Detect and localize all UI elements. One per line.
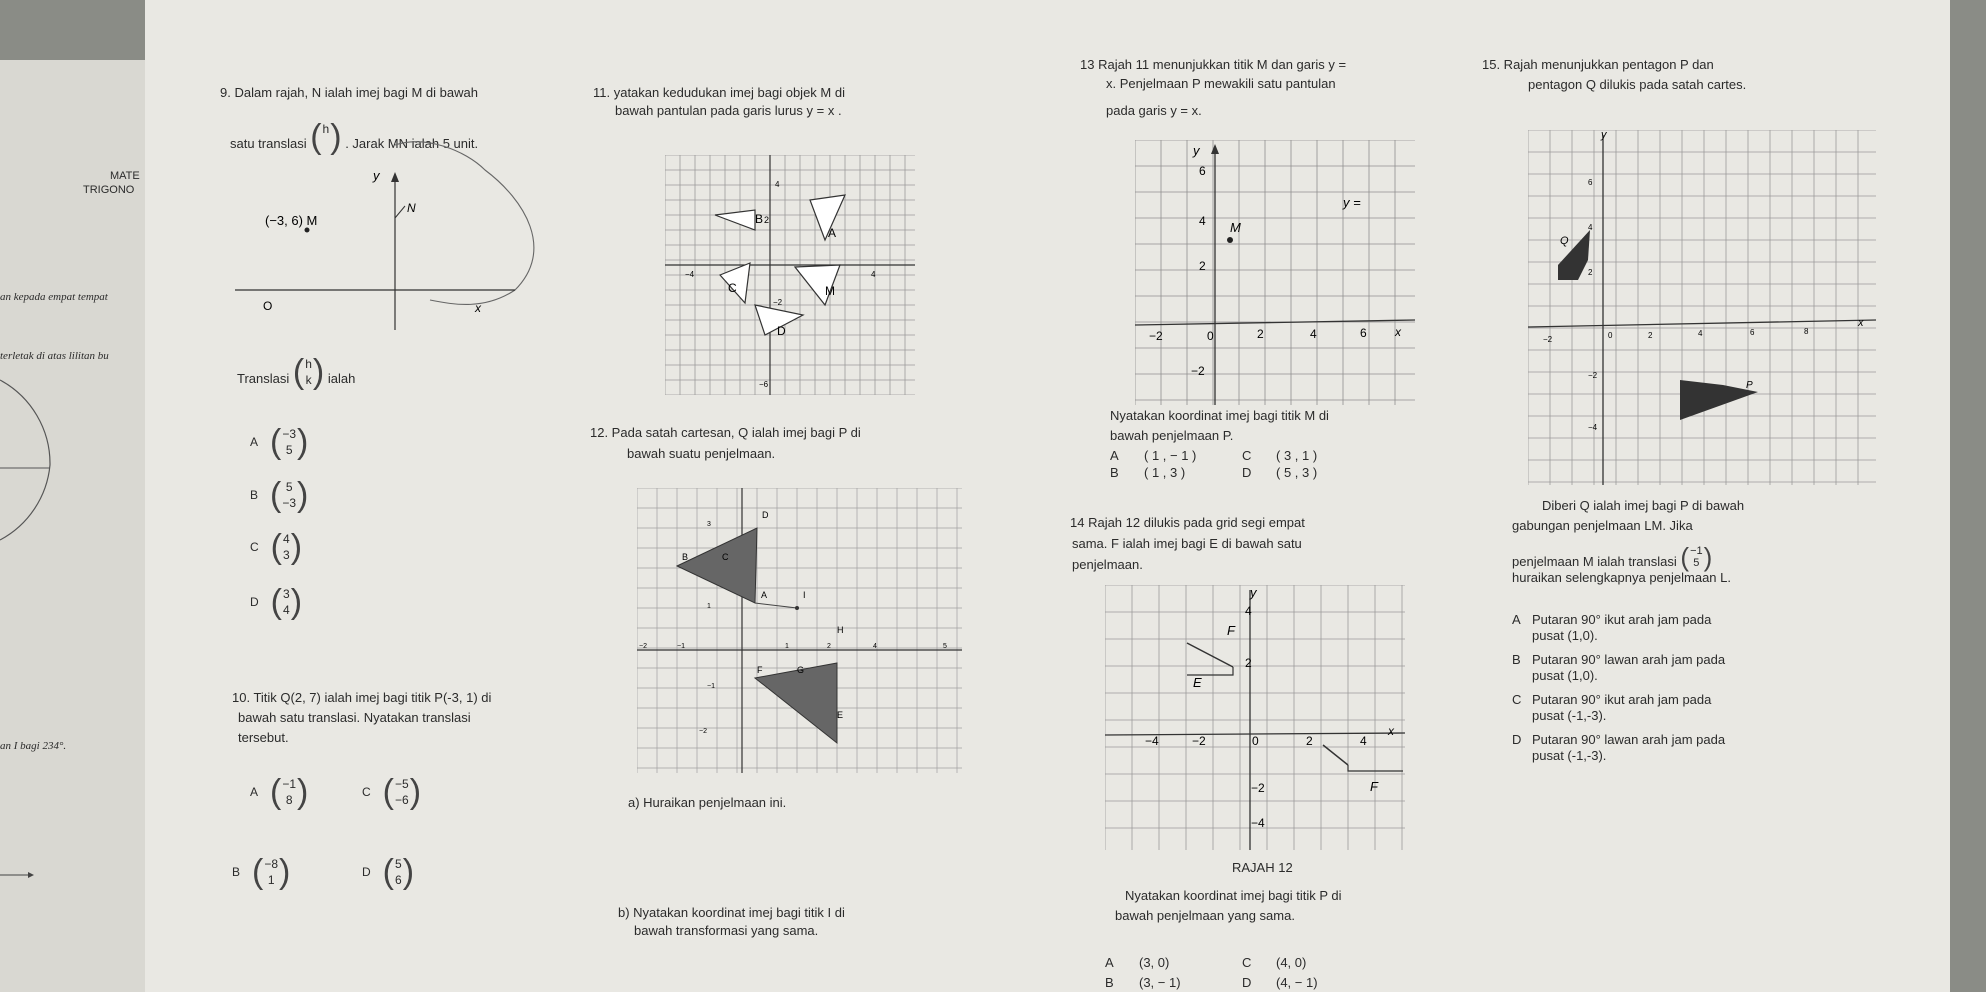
q13-graph xyxy=(1135,140,1415,405)
q9-option-top: −3 xyxy=(282,427,297,441)
q10-option-vector: ( 5 6 ) xyxy=(382,853,415,891)
q9-option-a[interactable] xyxy=(250,425,308,459)
margin-circle-drawing xyxy=(0,360,150,560)
margin-arrow xyxy=(0,840,40,880)
q12-part-a: a) Huraikan penjelmaan ini. xyxy=(628,795,787,810)
q9-option-vector: ( 3 4 ) xyxy=(270,583,303,621)
q11-tick-y4: 4 xyxy=(775,180,780,189)
q13-option-value: ( 5 , 3 ) xyxy=(1276,465,1318,480)
q14-graph xyxy=(1105,585,1405,850)
q9-option-top: 4 xyxy=(283,532,290,546)
q9-ialah: ialah xyxy=(327,371,356,386)
q14-option-letter: C xyxy=(1242,955,1252,970)
q9-option-letter: D xyxy=(250,595,259,609)
q15-option-letter: A xyxy=(1512,612,1521,627)
q15-tick-xneg2: −2 xyxy=(1543,335,1553,344)
q15-line1: 15. Rajah menunjukkan pentagon P dan xyxy=(1482,57,1714,72)
q14-label-e: E xyxy=(1193,675,1202,690)
q15-p2: gabungan penjelmaan LM. Jika xyxy=(1512,518,1693,533)
q14-tick-xneg2: −2 xyxy=(1192,734,1206,748)
q10-option-bottom: −6 xyxy=(395,793,409,807)
q15-option-line2: pusat (-1,-3). xyxy=(1532,708,1607,723)
q12-label-b: B xyxy=(682,552,689,562)
q9-graph xyxy=(225,140,560,340)
q10-option-letter: A xyxy=(250,785,259,799)
q13-tick-x6: 6 xyxy=(1360,326,1367,340)
q14-prompt1: Nyatakan koordinat imej bagi titik P di xyxy=(1125,888,1342,903)
q10-option-bottom: 1 xyxy=(267,873,275,887)
q9-line1: 9. Dalam rajah, N ialah imej bagi M di bawah xyxy=(220,85,478,100)
q15-option-letter: D xyxy=(1512,732,1522,747)
q15-line2: pentagon Q dilukis pada satah cartes. xyxy=(1528,77,1747,92)
q14-label-f-bottom: F xyxy=(1370,779,1378,794)
q9-translasi xyxy=(237,355,355,389)
q9-option-letter: A xyxy=(250,435,259,449)
margin-terletak: terletak di atas lilitan bu xyxy=(0,350,109,362)
q9-option-top: 3 xyxy=(283,587,290,601)
q13-tick-y4: 4 xyxy=(1199,214,1206,228)
q10-option-c[interactable] xyxy=(362,775,421,809)
q11-graph xyxy=(665,155,915,395)
q15-label-q: Q xyxy=(1560,235,1569,247)
q10-option-vector: ( −5 −6 ) xyxy=(382,773,422,811)
q11-tick-x4: 4 xyxy=(871,270,876,279)
q13-axis-x: x xyxy=(1395,325,1401,339)
q15-p3 xyxy=(1512,540,1712,574)
q13-option-c[interactable] xyxy=(1242,448,1317,464)
q15-graph xyxy=(1528,130,1876,485)
q12-line2: bawah suatu penjelmaan. xyxy=(627,446,776,461)
q13-option-value: ( 1 , 3 ) xyxy=(1144,465,1186,480)
q9-option-bottom: 3 xyxy=(283,548,290,562)
q9-option-c[interactable] xyxy=(250,530,302,564)
q14-option-letter: A xyxy=(1105,955,1114,970)
q10-option-b[interactable] xyxy=(232,855,290,889)
q14-tick-yneg2: −2 xyxy=(1251,781,1265,795)
q14-tick-x2: 2 xyxy=(1306,734,1313,748)
q11-label-d: D xyxy=(777,324,786,338)
margin-trigono: TRIGONO xyxy=(83,184,135,196)
q15-tick-yneg4: −4 xyxy=(1588,423,1598,432)
q15-option-a[interactable] xyxy=(1512,612,1711,644)
q15-tick-y2: 2 xyxy=(1588,268,1593,277)
q12-label-f: F xyxy=(757,665,763,675)
q15-tick-y6: 6 xyxy=(1588,178,1593,187)
q15-tick-yneg2: −2 xyxy=(1588,371,1598,380)
q13-tick-y6: 6 xyxy=(1199,164,1206,178)
q11-tick-xneg4: −4 xyxy=(685,270,695,279)
q12-label-d: D xyxy=(762,510,769,520)
q15-label-p: P xyxy=(1746,380,1753,391)
q11-label-c: C xyxy=(728,281,737,295)
q15-tick-x6: 6 xyxy=(1750,328,1755,337)
q14-line2: sama. F ialah imej bagi E di bawah satu xyxy=(1072,536,1302,551)
q9-hk-vector: ( h k ) xyxy=(292,353,325,391)
q9-origin: O xyxy=(263,299,273,313)
q13-prompt1: Nyatakan koordinat imej bagi titik M di xyxy=(1110,408,1329,423)
q15-option-letter: B xyxy=(1512,652,1521,667)
margin-kepada: an kepada empat tempat xyxy=(0,291,108,303)
q12-tick-yneg1: −1 xyxy=(707,683,715,690)
q14-option-value: (4, − 1) xyxy=(1276,975,1318,990)
q15-axis-y: y xyxy=(1601,130,1607,141)
q14-option-a[interactable] xyxy=(1105,955,1169,971)
q10-option-vector: ( −1 8 ) xyxy=(270,773,309,811)
q13-option-letter: B xyxy=(1110,465,1119,480)
q15-tick-x2: 2 xyxy=(1648,331,1653,340)
q9-option-bottom: −3 xyxy=(282,496,297,510)
q13-option-value: ( 3 , 1 ) xyxy=(1276,448,1318,463)
q9-option-vector: ( −3 5 ) xyxy=(270,423,309,461)
margin-bagi: an I bagi 234°. xyxy=(0,740,67,752)
q9-point-n: N xyxy=(407,201,416,215)
q14-tick-y4: 4 xyxy=(1245,604,1252,618)
q12-part-b1: b) Nyatakan koordinat imej bagi titik I di xyxy=(618,905,845,920)
q9-option-vector: ( 5 −3 ) xyxy=(270,476,309,514)
q13-line3: pada garis y = x. xyxy=(1106,103,1202,118)
q13-option-letter: A xyxy=(1110,448,1119,463)
q15-p1: Diberi Q ialah imej bagi P di bawah xyxy=(1542,498,1745,513)
q9-option-letter: B xyxy=(250,488,259,502)
q14-caption: RAJAH 12 xyxy=(1232,860,1293,875)
q14-tick-x4: 4 xyxy=(1360,734,1367,748)
q9-axis-y: y xyxy=(373,168,380,183)
q15-option-line2: pusat (1,0). xyxy=(1532,668,1598,683)
q13-tick-y2: 2 xyxy=(1199,259,1206,273)
q9-line2-pre: satu translasi xyxy=(230,136,307,151)
q11-label-m: M xyxy=(825,284,835,298)
q12-tick-y1: 1 xyxy=(707,603,711,610)
q10-line1: 10. Titik Q(2, 7) ialah imej bagi titik P(-3, 1) di xyxy=(232,690,492,705)
q9-line2-post: . Jarak MN ialah 5 unit. xyxy=(345,136,479,151)
q14-prompt2: bawah penjelmaan yang sama. xyxy=(1115,908,1295,923)
q13-option-value: ( 1 , − 1 ) xyxy=(1144,448,1197,463)
q10-option-letter: C xyxy=(362,785,371,799)
q14-option-letter: B xyxy=(1105,975,1114,990)
q13-line1: 13 Rajah 11 menunjukkan titik M dan garis y = xyxy=(1080,57,1347,72)
q12-tick-x2: 2 xyxy=(827,643,831,650)
q14-option-b[interactable] xyxy=(1105,975,1181,991)
q12-label-a: A xyxy=(761,590,768,600)
q15-option-letter: C xyxy=(1512,692,1522,707)
q12-label-e: E xyxy=(837,710,844,720)
q9-option-bottom: 4 xyxy=(283,603,290,617)
q9-option-vector: ( 4 3 ) xyxy=(270,528,303,566)
q14-tick-xneg4: −4 xyxy=(1145,734,1159,748)
q9-vec-h: h xyxy=(305,357,312,371)
q15-vector-top: −1 xyxy=(1690,545,1703,557)
q14-axis-y: y xyxy=(1250,585,1257,600)
q15-tick-x0: 0 xyxy=(1608,331,1613,340)
q12-label-c: C xyxy=(722,552,729,562)
q10-line3: tersebut. xyxy=(238,730,289,745)
q13-tick-x2: 2 xyxy=(1257,327,1264,341)
q15-p3-text: penjelmaan M ialah translasi xyxy=(1512,554,1677,569)
q14-option-d[interactable] xyxy=(1242,975,1318,991)
q10-line2: bawah satu translasi. Nyatakan translasi xyxy=(238,710,471,725)
q9-vector-top: h xyxy=(322,122,330,136)
q15-option-line2: pusat (1,0). xyxy=(1532,628,1598,643)
q14-tick-y2: 2 xyxy=(1245,656,1252,670)
q10-option-bottom: 6 xyxy=(395,873,402,887)
q12-line1: 12. Pada satah cartesan, Q ialah imej bagi P di xyxy=(590,425,861,440)
q15-tick-x4: 4 xyxy=(1698,329,1703,338)
q9-option-d[interactable] xyxy=(250,585,302,619)
q13-point-m: M xyxy=(1230,220,1241,235)
q13-tick-x4: 4 xyxy=(1310,327,1317,341)
q14-line3: penjelmaan. xyxy=(1072,557,1143,572)
q15-option-line2: pusat (-1,-3). xyxy=(1532,748,1607,763)
q13-tick-yneg2: −2 xyxy=(1191,364,1205,378)
q12-tick-y3: 3 xyxy=(707,521,711,528)
q14-label-f-top: F xyxy=(1227,623,1235,638)
q9-vec-k: k xyxy=(305,373,312,387)
q11-label-b: B xyxy=(755,212,764,226)
q13-option-a[interactable] xyxy=(1110,448,1196,464)
q9-option-letter: C xyxy=(250,540,259,554)
q15-option-d[interactable] xyxy=(1512,732,1725,764)
q15-option-b[interactable] xyxy=(1512,652,1725,684)
q13-option-b[interactable] xyxy=(1110,465,1185,481)
q9-point-m: (−3, 6) M xyxy=(265,213,318,228)
q14-option-value: (4, 0) xyxy=(1276,955,1307,970)
q15-axis-x: x xyxy=(1858,317,1864,329)
q9-option-bottom: 5 xyxy=(285,443,293,457)
q13-tick-xneg2: −2 xyxy=(1149,329,1163,343)
q15-option-c[interactable] xyxy=(1512,692,1711,724)
q13-line-label: y = xyxy=(1343,195,1361,210)
q9-option-b[interactable] xyxy=(250,478,308,512)
q9-axis-x: x xyxy=(475,301,481,315)
q14-option-value: (3, 0) xyxy=(1139,955,1170,970)
q14-line1: 14 Rajah 12 dilukis pada grid segi empat xyxy=(1070,515,1305,530)
q12-graph xyxy=(637,488,962,773)
q10-option-bottom: 8 xyxy=(285,793,293,807)
q12-label-h: H xyxy=(837,625,844,635)
q11-tick-yneg6: −6 xyxy=(759,380,769,389)
q10-option-top: −8 xyxy=(264,857,279,871)
q15-vector-bottom: 5 xyxy=(1693,557,1700,569)
q10-option-top: 5 xyxy=(395,857,402,871)
q11-line2: bawah pantulan pada garis lurus y = x . xyxy=(615,103,842,118)
q11-label-b2: 2 xyxy=(764,215,770,225)
q15-option-line1: Putaran 90° ikut arah jam pada xyxy=(1532,692,1712,707)
q9-translasi-word: Translasi xyxy=(237,371,290,386)
q12-tick-x4: 4 xyxy=(873,643,877,650)
q13-tick-x0: 0 xyxy=(1207,329,1214,343)
margin-mate: MATE xyxy=(110,170,140,182)
q12-label-g: G xyxy=(797,665,805,675)
q9-vector: ( h ) xyxy=(310,118,342,156)
q9-option-top: 5 xyxy=(285,480,293,494)
q14-option-letter: D xyxy=(1242,975,1252,990)
q10-option-a[interactable] xyxy=(250,775,308,809)
q11-label-a: A xyxy=(828,226,837,240)
q10-option-d[interactable] xyxy=(362,855,414,889)
q12-tick-xneg1: −1 xyxy=(677,643,685,650)
q12-part-b2: bawah transformasi yang sama. xyxy=(634,923,819,938)
q13-option-letter: C xyxy=(1242,448,1252,463)
q10-option-letter: B xyxy=(232,865,241,879)
q12-tick-x1: 1 xyxy=(785,643,789,650)
q15-option-line1: Putaran 90° ikut arah jam pada xyxy=(1532,612,1712,627)
q14-tick-x0: 0 xyxy=(1252,734,1259,748)
q15-tick-y4: 4 xyxy=(1588,223,1593,232)
q14-axis-x: x xyxy=(1388,724,1394,738)
q11-line1: 11. yatakan kedudukan imej bagi objek M di xyxy=(593,85,845,100)
q15-tick-x8: 8 xyxy=(1804,327,1809,336)
q10-option-letter: D xyxy=(362,865,371,879)
q15-p4: huraikan selengkapnya penjelmaan L. xyxy=(1512,570,1731,585)
q10-option-top: −1 xyxy=(282,777,297,791)
q12-tick-xneg2: −2 xyxy=(639,643,647,650)
q13-option-d[interactable] xyxy=(1242,465,1317,481)
q13-line2: x. Penjelmaan P mewakili satu pantulan xyxy=(1106,76,1336,91)
q11-tick-yneg2: −2 xyxy=(773,298,783,307)
q13-option-letter: D xyxy=(1242,465,1252,480)
q14-option-value: (3, − 1) xyxy=(1139,975,1181,990)
q13-axis-y: y xyxy=(1193,143,1200,158)
q14-tick-yneg4: −4 xyxy=(1251,816,1265,830)
q14-option-c[interactable] xyxy=(1242,955,1306,971)
q12-tick-yneg2: −2 xyxy=(699,728,707,735)
q12-label-i: I xyxy=(803,590,806,600)
q13-prompt2: bawah penjelmaan P. xyxy=(1110,428,1234,443)
q15-option-line1: Putaran 90° lawan arah jam pada xyxy=(1532,652,1726,667)
q10-option-top: −5 xyxy=(395,777,409,791)
q10-option-vector: ( −8 1 ) xyxy=(252,853,291,891)
q12-tick-x5: 5 xyxy=(943,643,947,650)
q15-option-line1: Putaran 90° lawan arah jam pada xyxy=(1532,732,1726,747)
q15-vector: ( −1 5 ) xyxy=(1680,542,1713,572)
